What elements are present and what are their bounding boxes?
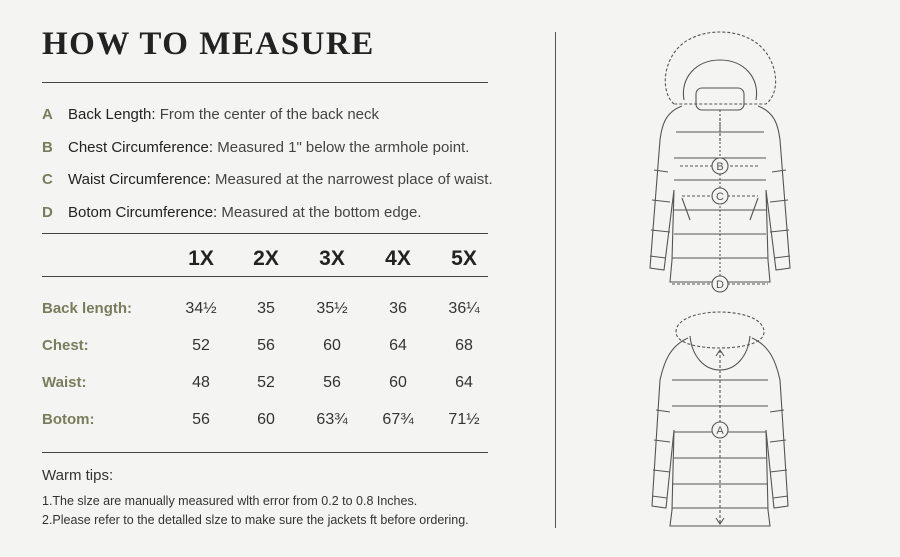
definition-letter: C xyxy=(42,171,53,188)
title-divider xyxy=(42,82,488,83)
table-top-divider xyxy=(42,233,488,234)
measurement-definitions xyxy=(42,106,542,236)
size-header: 2X xyxy=(253,247,279,270)
marker-label: D xyxy=(716,279,724,291)
table-cell: 36 xyxy=(389,299,407,317)
size-table xyxy=(42,238,497,438)
definition-description: Measured at the narrowest place of waist. xyxy=(210,171,493,188)
definition-description: Measured 1" below the armhole point. xyxy=(213,138,470,156)
table-cell: 68 xyxy=(455,336,473,354)
table-cell: 67¾ xyxy=(382,410,414,428)
table-cell: 60 xyxy=(257,410,275,428)
row-label: Chest: xyxy=(42,337,89,354)
row-label: Back length: xyxy=(42,300,133,317)
table-row xyxy=(42,327,497,364)
definition-description: Measured at the bottom edge. xyxy=(217,203,422,221)
table-cell: 34½ xyxy=(185,299,217,317)
table-cell: 52 xyxy=(192,336,210,354)
back-measure-markers xyxy=(712,422,728,438)
size-header: 3X xyxy=(319,247,345,270)
definition-term: Chest Circumference: xyxy=(68,138,214,156)
marker-label: C xyxy=(716,191,724,203)
table-row xyxy=(42,401,497,438)
definition-chest xyxy=(42,139,542,172)
definition-waist xyxy=(42,171,542,204)
definition-term: Botom Circumference: xyxy=(68,203,218,221)
warm-tips-title: Warm tips: xyxy=(42,467,114,484)
table-cell: 36¼ xyxy=(448,299,480,317)
column-divider xyxy=(555,32,556,528)
table-cell: 48 xyxy=(192,373,210,391)
warm-tip: 2.Please refer to the detalled slze to make sure the jackets ft before ordering. xyxy=(42,513,469,527)
table-cell: 64 xyxy=(389,336,407,354)
size-header: 4X xyxy=(385,247,411,270)
table-cell: 56 xyxy=(192,410,210,428)
table-cell: 56 xyxy=(323,373,341,391)
definition-bottom xyxy=(42,204,542,237)
page-title: HOW TO MEASURE xyxy=(42,26,375,62)
definition-term: Back Length: xyxy=(68,106,156,123)
table-cell: 64 xyxy=(455,373,473,391)
table-cell: 35½ xyxy=(316,299,348,317)
size-header-blank xyxy=(42,238,169,280)
row-label: Botom: xyxy=(42,411,95,428)
table-row xyxy=(42,364,497,401)
jacket-diagrams xyxy=(600,20,840,532)
table-cell: 56 xyxy=(257,336,275,354)
definition-back-length xyxy=(42,106,542,139)
table-row xyxy=(42,290,497,327)
definition-description: From the center of the back neck xyxy=(155,106,380,123)
back-jacket-illustration xyxy=(652,312,788,526)
table-cell: 60 xyxy=(389,373,407,391)
size-header: 1X xyxy=(188,247,214,270)
table-cell: 63¾ xyxy=(316,410,348,428)
size-header-row xyxy=(42,238,497,280)
definition-term: Waist Circumference: xyxy=(68,171,211,188)
definition-letter: D xyxy=(42,203,53,221)
table-bottom-divider xyxy=(42,452,488,453)
table-cell: 52 xyxy=(257,373,275,391)
table-cell: 71½ xyxy=(448,410,480,428)
table-cell: 60 xyxy=(323,336,341,354)
definition-letter: B xyxy=(42,138,53,156)
definition-letter: A xyxy=(42,106,53,123)
table-cell: 35 xyxy=(257,299,275,317)
size-header: 5X xyxy=(451,247,477,270)
marker-label: A xyxy=(716,425,724,437)
row-label: Waist: xyxy=(42,374,87,391)
warm-tip: 1.The slze are manually measured wlth error from 0.2 to 0.8 Inches. xyxy=(42,494,418,508)
marker-label: B xyxy=(716,161,724,173)
